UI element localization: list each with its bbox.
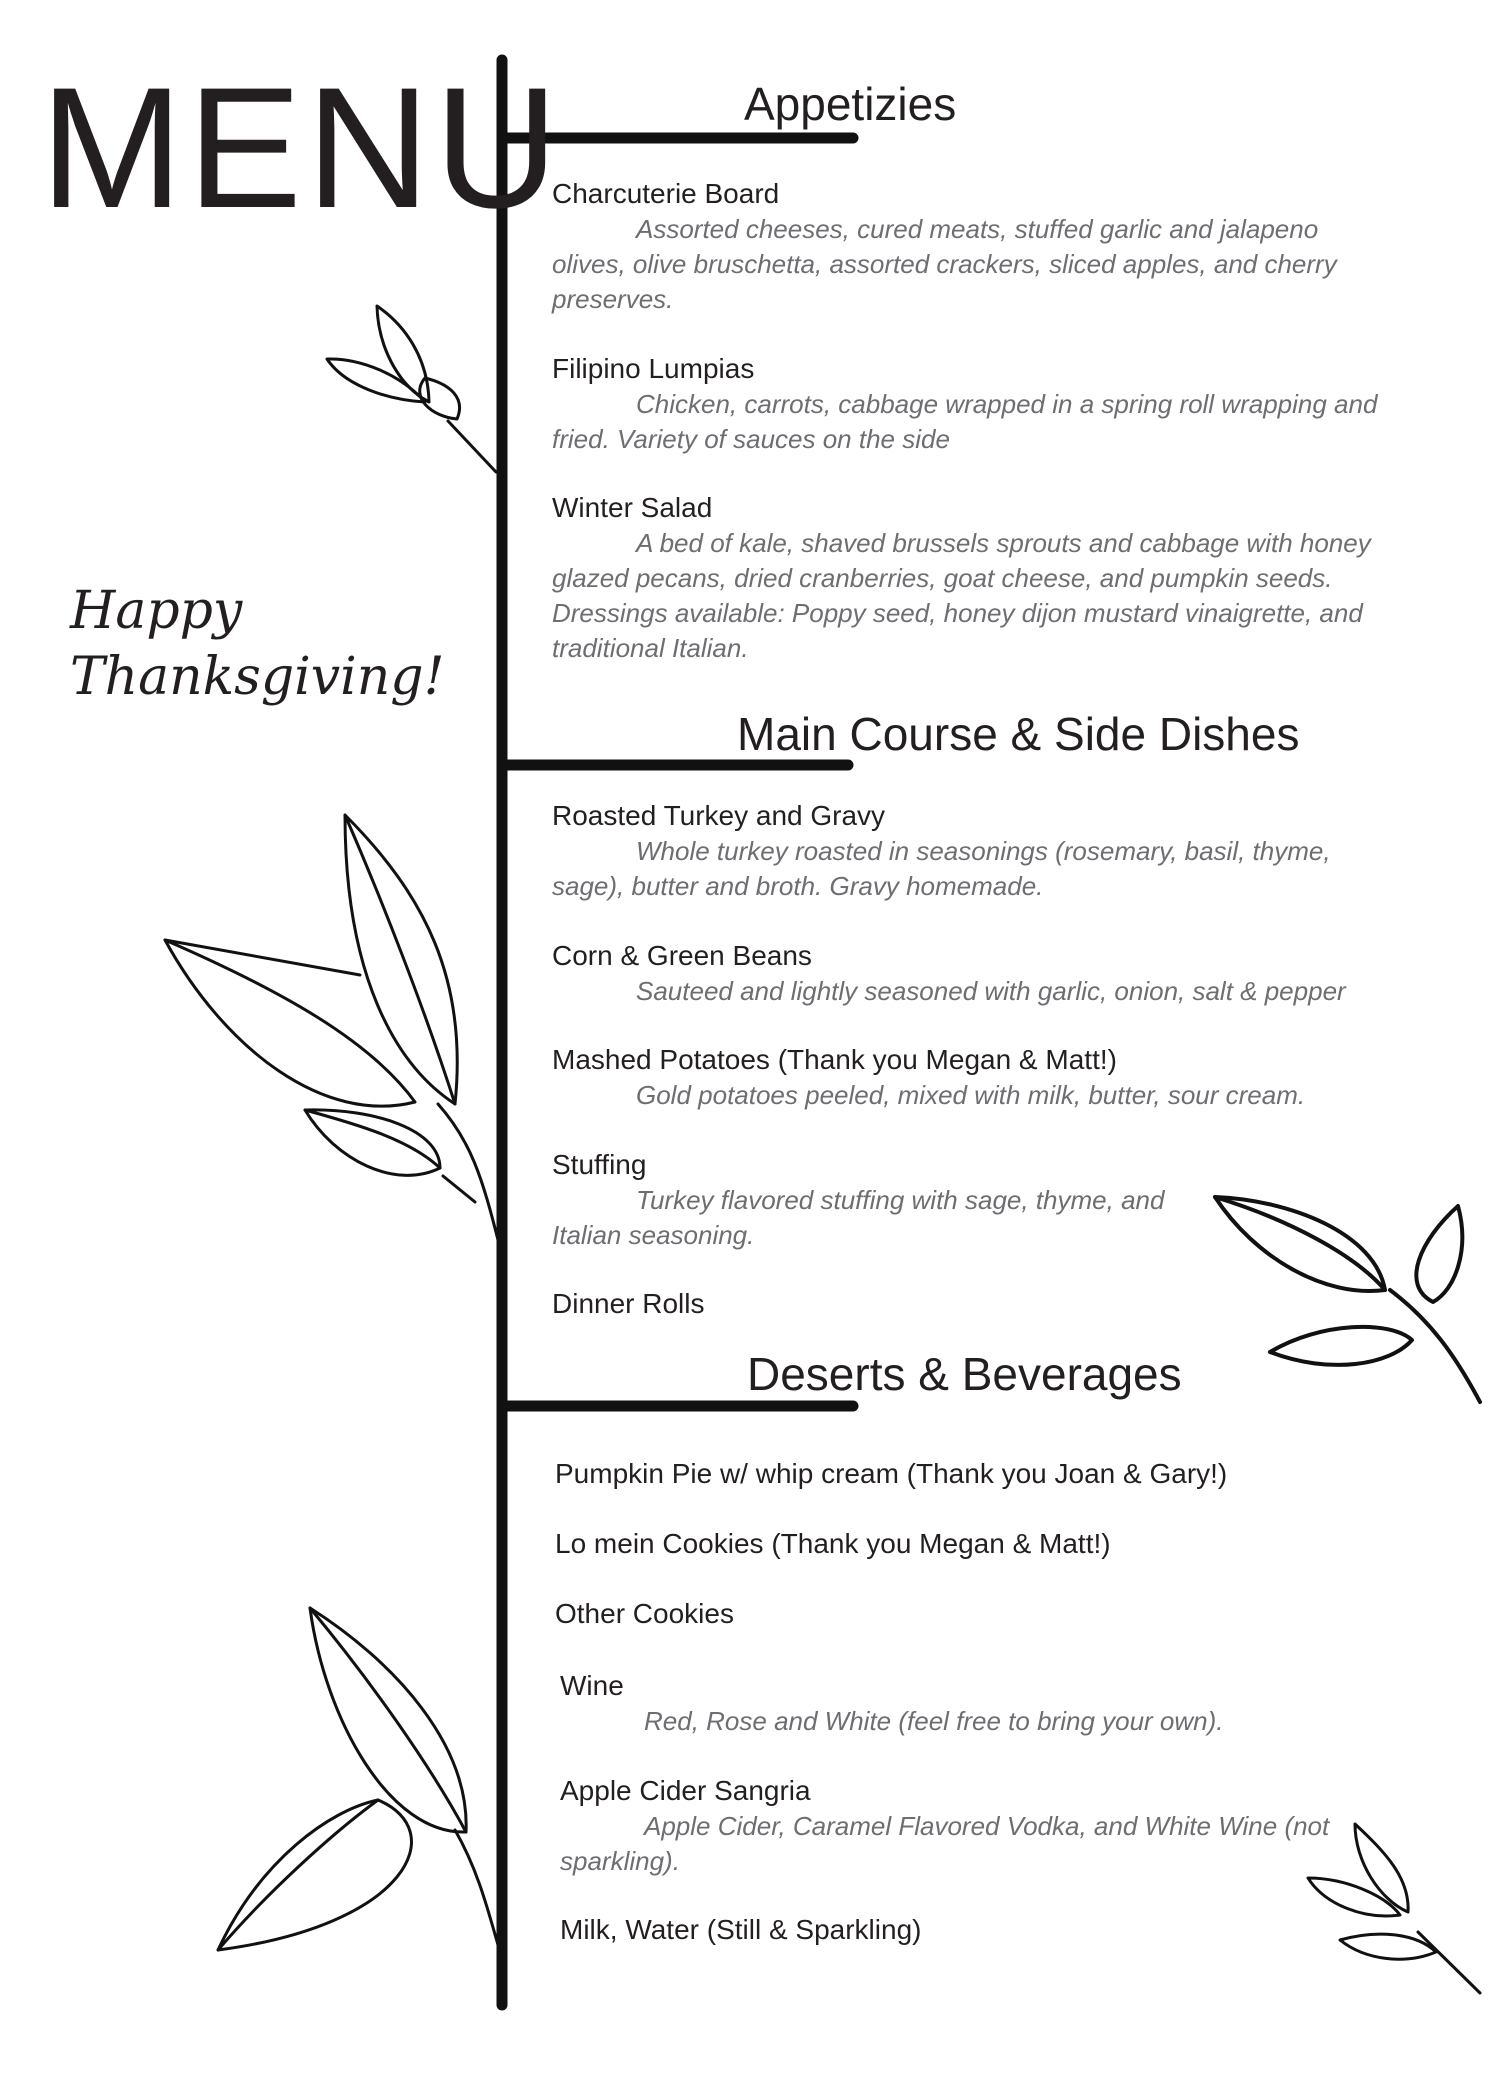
menu-item-name: Mashed Potatoes (Thank you Megan & Matt!) — [552, 1044, 1117, 1075]
menu-item-description: Chicken, carrots, cabbage wrapped in a spring roll wrapping and fried. Variety of sauces on the side — [552, 389, 1378, 454]
menu-item-name: Charcuterie Board — [552, 178, 780, 209]
menu-item — [560, 1668, 1400, 1739]
greeting-text — [70, 578, 444, 710]
leaf-branch-left-icon — [165, 815, 500, 1248]
leaf-sprig-top-icon — [327, 306, 496, 472]
menu-item-description: Gold potatoes peeled, mixed with milk, butter, sour cream. — [636, 1080, 1306, 1110]
menu-item-name: Corn & Green Beans — [552, 940, 812, 971]
menu-item-name: Pumpkin Pie w/ whip cream (Thank you Joan & Gary!) — [555, 1458, 1228, 1489]
menu-item — [552, 798, 1392, 904]
menu-item-name: Apple Cider Sangria — [560, 1775, 811, 1806]
menu-item-description: Assorted cheeses, cured meats, stuffed garlic and jalapeno olives, olive bruschetta, assorted crackers, sliced apples, and cherry preserves. — [552, 214, 1337, 314]
menu-item-description: Turkey flavored stuffing with sage, thyme, and Italian seasoning. — [552, 1185, 1165, 1250]
menu-item-name: Milk, Water (Still & Sparkling) — [560, 1914, 922, 1945]
menu-item-name: Lo mein Cookies (Thank you Megan & Matt!) — [555, 1528, 1111, 1559]
section-heading-appetizers: Appetizies — [744, 78, 957, 130]
leaf-branch-bottom-icon — [218, 1608, 500, 1952]
menu-item — [555, 1456, 1395, 1492]
menu-item-name: Wine — [560, 1670, 624, 1701]
menu-item-name: Stuffing — [552, 1149, 647, 1180]
menu-item — [552, 938, 1392, 1009]
menu-item-name: Filipino Lumpias — [552, 353, 755, 384]
menu-item-description: Sauteed and lightly seasoned with garlic, onion, salt & pepper — [636, 976, 1346, 1006]
menu-item-description: Apple Cider, Caramel Flavored Vodka, and White Wine (not sparkling). — [560, 1811, 1330, 1876]
greeting-line-2: Thanksgiving! — [70, 647, 445, 707]
menu-item — [555, 1596, 1395, 1632]
menu-item-description: Whole turkey roasted in seasonings (rosemary, basil, thyme, sage), butter and broth. Gravy homemade. — [552, 836, 1331, 901]
menu-item-description: Red, Rose and White (feel free to bring your own). — [644, 1706, 1224, 1736]
menu-item — [552, 1147, 1202, 1253]
menu-item — [560, 1912, 1400, 1948]
menu-item — [552, 1286, 1392, 1322]
menu-item-name: Other Cookies — [555, 1598, 734, 1629]
menu-item — [560, 1773, 1400, 1879]
section-heading-deserts-beverages: Deserts & Beverages — [747, 1348, 1182, 1400]
menu-item — [552, 176, 1392, 317]
menu-item — [552, 1042, 1392, 1113]
greeting-line-1: Happy — [70, 581, 243, 641]
menu-item — [552, 351, 1392, 457]
menu-item — [552, 490, 1392, 666]
menu-item-name: Winter Salad — [552, 492, 713, 523]
menu-item-name: Dinner Rolls — [552, 1288, 705, 1319]
menu-item-description: A bed of kale, shaved brussels sprouts and cabbage with honey glazed pecans, dried cranberries, goat cheese, and pumpkin seeds. Dressings available: Poppy seed, honey dijon mustard vinaigrette, and traditional Italian. — [552, 528, 1371, 663]
menu-item — [555, 1526, 1395, 1562]
menu-item-name: Roasted Turkey and Gravy — [552, 800, 886, 831]
section-heading-main-course: Main Course & Side Dishes — [737, 708, 1300, 760]
page-title: MENU — [40, 52, 563, 244]
